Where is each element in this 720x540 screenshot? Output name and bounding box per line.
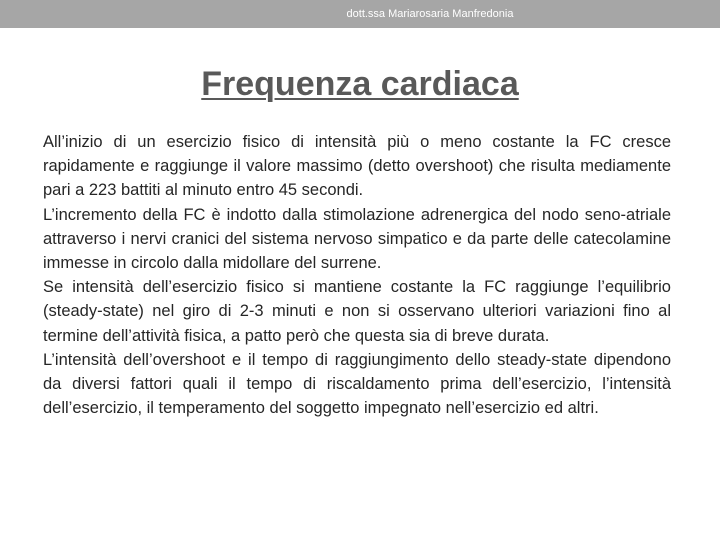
- paragraph-overshoot: All’inizio di un esercizio fisico di intensità più o meno costante la FC cresce rapidamente e raggiunge il valore massimo (detto overshoot) che risulta mediamente pari a 223 battiti al minuto entro 45 secondi.: [43, 133, 671, 200]
- paragraph-steady-state: Se intensità dell’esercizio fisico si mantiene costante la FC raggiunge l’equilibrio (steady-state) nel giro di 2-3 minuti e non si osservano ulteriori variazioni fino al termine dell’attività fisica, a patto però che questa sia di breve durata.: [43, 278, 671, 345]
- slide-title: Frequenza cardiaca: [201, 65, 519, 103]
- author-header: dott.ssa Mariarosaria Manfredonia: [346, 8, 514, 20]
- slide-body: [43, 130, 671, 420]
- paragraph-factors: L’intensità dell’overshoot e il tempo di raggiungimento dello steady-state dipendono da diversi fattori quali il tempo di riscaldamento prima dell’esercizio, l’intensità dell’esercizio, il temperamento del soggetto impegnato nell’esercizio ed altri.: [43, 350, 671, 418]
- paragraph-adrenergic: L’incremento della FC è indotto dalla stimolazione adrenergica del nodo seno-atriale attraverso i nervi cranici del sistema nervoso simpatico e da parte delle catecolamine immesse in circolo dalla midollare del surrene.: [43, 205, 671, 273]
- header-bar: [0, 0, 720, 28]
